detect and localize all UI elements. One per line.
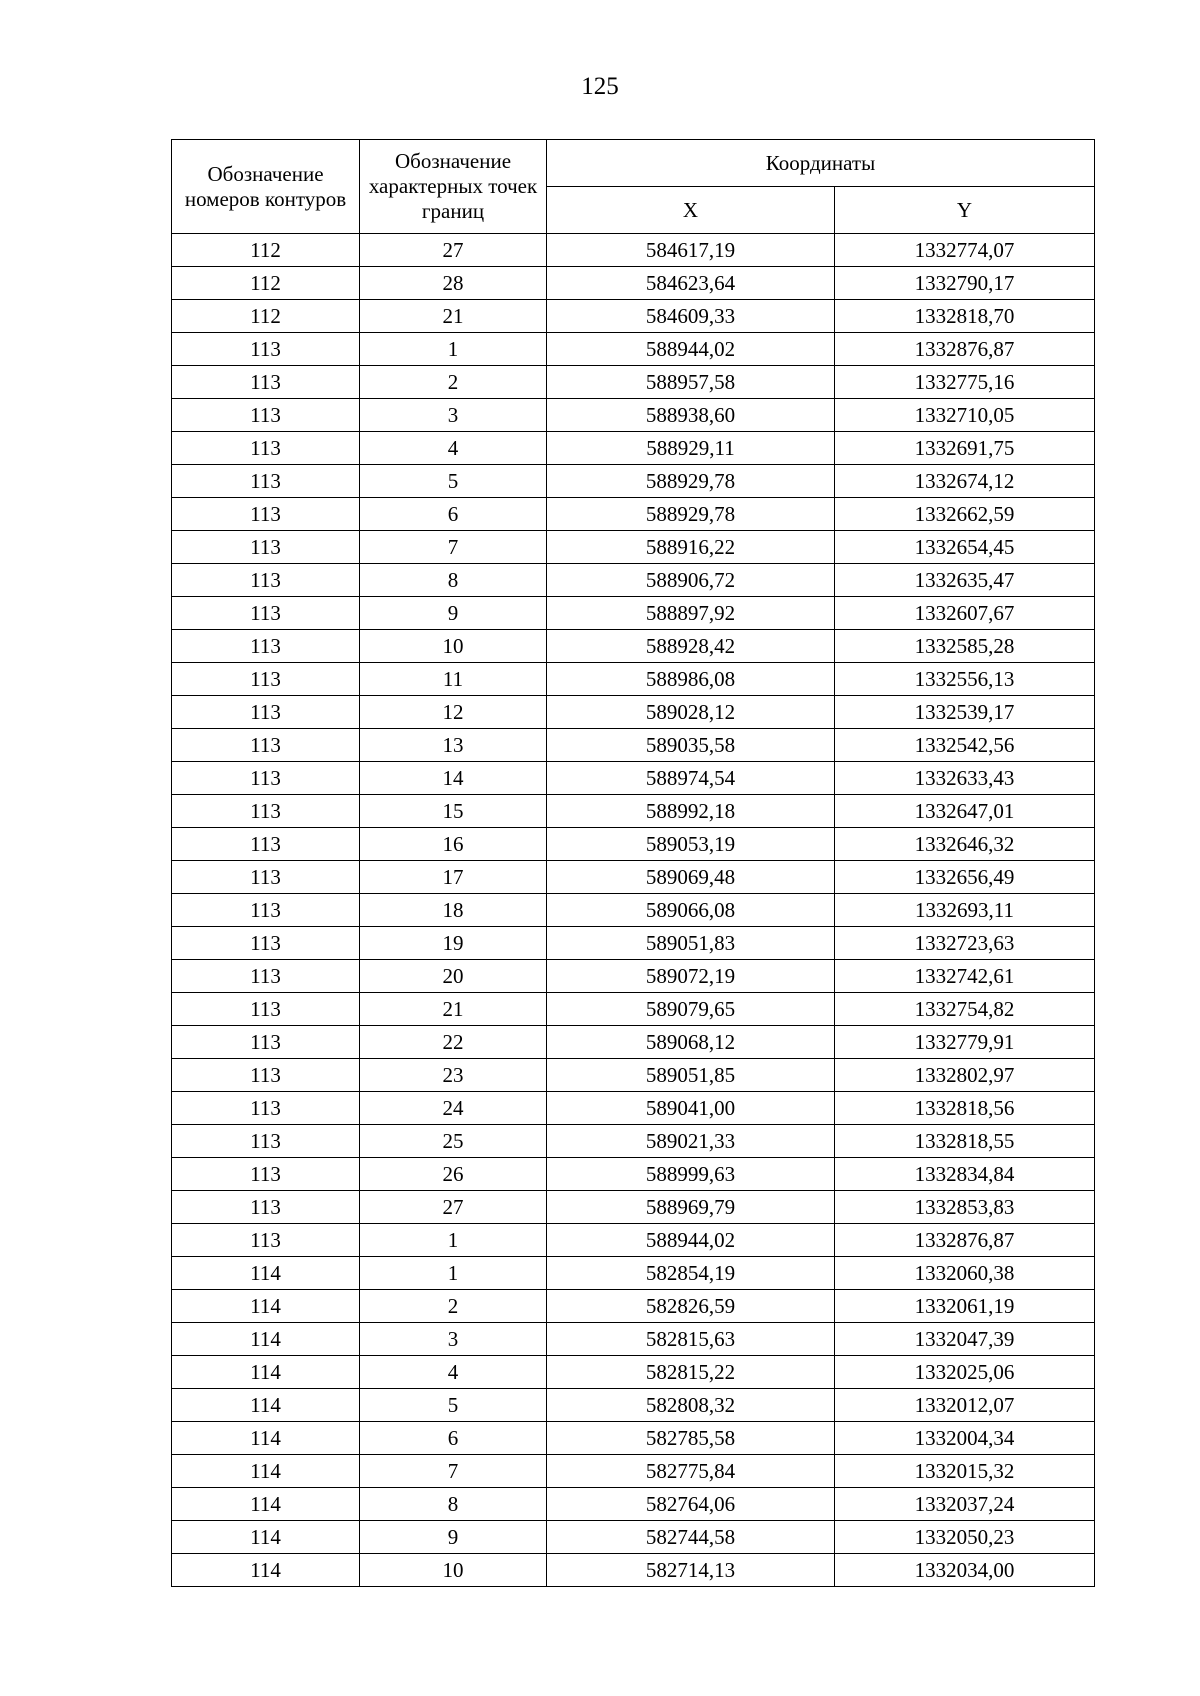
x-coordinate-cell: 589028,12 [547,696,835,729]
point-number-cell: 4 [360,432,547,465]
table-row [172,333,1095,366]
table-row [172,1422,1095,1455]
point-number-cell: 3 [360,399,547,432]
x-coordinate-cell: 582808,32 [547,1389,835,1422]
x-coordinate-cell: 582775,84 [547,1455,835,1488]
table-row [172,267,1095,300]
y-coordinate-cell: 1332025,06 [835,1356,1095,1389]
y-coordinate-cell: 1332834,84 [835,1158,1095,1191]
contour-number-cell: 114 [172,1455,360,1488]
x-coordinate-cell: 588999,63 [547,1158,835,1191]
contour-number-cell: 114 [172,1356,360,1389]
y-coordinate-cell: 1332012,07 [835,1389,1095,1422]
y-coordinate-cell: 1332779,91 [835,1026,1095,1059]
y-coordinate-cell: 1332585,28 [835,630,1095,663]
point-number-cell: 24 [360,1092,547,1125]
contour-number-cell: 113 [172,399,360,432]
point-number-cell: 18 [360,894,547,927]
point-number-cell: 16 [360,828,547,861]
contour-number-cell: 113 [172,927,360,960]
point-number-cell: 1 [360,333,547,366]
point-number-cell: 6 [360,498,547,531]
point-number-cell: 8 [360,1488,547,1521]
table-row [172,564,1095,597]
contour-number-cell: 113 [172,1092,360,1125]
y-coordinate-cell: 1332693,11 [835,894,1095,927]
header-coordinates: Координаты [547,140,1095,187]
point-number-cell: 4 [360,1356,547,1389]
y-coordinate-cell: 1332656,49 [835,861,1095,894]
table-row [172,762,1095,795]
contour-number-cell: 114 [172,1422,360,1455]
contour-number-cell: 113 [172,366,360,399]
y-coordinate-cell: 1332662,59 [835,498,1095,531]
point-number-cell: 9 [360,597,547,630]
contour-number-cell: 113 [172,1191,360,1224]
page-number: 125 [581,73,619,100]
x-coordinate-cell: 589051,83 [547,927,835,960]
x-coordinate-cell: 588944,02 [547,333,835,366]
table-row [172,399,1095,432]
y-coordinate-cell: 1332004,34 [835,1422,1095,1455]
contour-number-cell: 113 [172,597,360,630]
x-coordinate-cell: 588928,42 [547,630,835,663]
contour-number-cell: 113 [172,531,360,564]
y-coordinate-cell: 1332034,00 [835,1554,1095,1587]
contour-number-cell: 112 [172,267,360,300]
point-number-cell: 7 [360,531,547,564]
table-row [172,1290,1095,1323]
y-coordinate-cell: 1332061,19 [835,1290,1095,1323]
table-row [172,531,1095,564]
table-row [172,729,1095,762]
point-number-cell: 12 [360,696,547,729]
x-coordinate-cell: 582764,06 [547,1488,835,1521]
header-y: Y [835,187,1095,234]
point-number-cell: 28 [360,267,547,300]
x-coordinate-cell: 588916,22 [547,531,835,564]
header-contour-number: Обозначение номеров контуров [172,140,360,234]
y-coordinate-cell: 1332607,67 [835,597,1095,630]
contour-number-cell: 113 [172,1158,360,1191]
point-number-cell: 21 [360,993,547,1026]
point-number-cell: 5 [360,465,547,498]
point-number-cell: 9 [360,1521,547,1554]
y-coordinate-cell: 1332790,17 [835,267,1095,300]
table-row [172,1554,1095,1587]
y-coordinate-cell: 1332037,24 [835,1488,1095,1521]
y-coordinate-cell: 1332635,47 [835,564,1095,597]
y-coordinate-cell: 1332047,39 [835,1323,1095,1356]
contour-number-cell: 113 [172,630,360,663]
contour-number-cell: 112 [172,300,360,333]
x-coordinate-cell: 584623,64 [547,267,835,300]
y-coordinate-cell: 1332539,17 [835,696,1095,729]
x-coordinate-cell: 588957,58 [547,366,835,399]
point-number-cell: 23 [360,1059,547,1092]
point-number-cell: 1 [360,1224,547,1257]
contour-number-cell: 113 [172,828,360,861]
y-coordinate-cell: 1332853,83 [835,1191,1095,1224]
point-number-cell: 1 [360,1257,547,1290]
point-number-cell: 27 [360,1191,547,1224]
x-coordinate-cell: 584617,19 [547,234,835,267]
table-row [172,1257,1095,1290]
point-number-cell: 26 [360,1158,547,1191]
contour-number-cell: 113 [172,696,360,729]
x-coordinate-cell: 589069,48 [547,861,835,894]
table-row [172,1026,1095,1059]
table-row [172,1224,1095,1257]
point-number-cell: 7 [360,1455,547,1488]
x-coordinate-cell: 582744,58 [547,1521,835,1554]
x-coordinate-cell: 588944,02 [547,1224,835,1257]
table-row [172,1488,1095,1521]
x-coordinate-cell: 588929,78 [547,498,835,531]
point-number-cell: 22 [360,1026,547,1059]
x-coordinate-cell: 588897,92 [547,597,835,630]
point-number-cell: 13 [360,729,547,762]
x-coordinate-cell: 582785,58 [547,1422,835,1455]
contour-number-cell: 114 [172,1257,360,1290]
contour-number-cell: 113 [172,333,360,366]
y-coordinate-cell: 1332876,87 [835,333,1095,366]
contour-number-cell: 113 [172,498,360,531]
contour-number-cell: 114 [172,1323,360,1356]
x-coordinate-cell: 584609,33 [547,300,835,333]
table-row [172,1059,1095,1092]
table-row [172,993,1095,1026]
y-coordinate-cell: 1332050,23 [835,1521,1095,1554]
y-coordinate-cell: 1332556,13 [835,663,1095,696]
point-number-cell: 15 [360,795,547,828]
contour-number-cell: 113 [172,432,360,465]
x-coordinate-cell: 588974,54 [547,762,835,795]
y-coordinate-cell: 1332742,61 [835,960,1095,993]
table-row [172,894,1095,927]
contour-number-cell: 113 [172,960,360,993]
y-coordinate-cell: 1332674,12 [835,465,1095,498]
x-coordinate-cell: 589072,19 [547,960,835,993]
y-coordinate-cell: 1332542,56 [835,729,1095,762]
y-coordinate-cell: 1332774,07 [835,234,1095,267]
y-coordinate-cell: 1332015,32 [835,1455,1095,1488]
point-number-cell: 10 [360,1554,547,1587]
table-row [172,1191,1095,1224]
y-coordinate-cell: 1332691,75 [835,432,1095,465]
table-row [172,300,1095,333]
contour-number-cell: 113 [172,1059,360,1092]
table-row [172,498,1095,531]
y-coordinate-cell: 1332654,45 [835,531,1095,564]
y-coordinate-cell: 1332775,16 [835,366,1095,399]
x-coordinate-cell: 582815,63 [547,1323,835,1356]
x-coordinate-cell: 589051,85 [547,1059,835,1092]
coordinates-table [171,139,1095,1587]
x-coordinate-cell: 588938,60 [547,399,835,432]
contour-number-cell: 113 [172,795,360,828]
y-coordinate-cell: 1332876,87 [835,1224,1095,1257]
table-row [172,795,1095,828]
contour-number-cell: 113 [172,861,360,894]
table-row [172,465,1095,498]
contour-number-cell: 114 [172,1290,360,1323]
table-row [172,861,1095,894]
x-coordinate-cell: 588929,78 [547,465,835,498]
table-row [172,1158,1095,1191]
table-row [172,1125,1095,1158]
table-row [172,597,1095,630]
contour-number-cell: 113 [172,465,360,498]
table-row [172,1356,1095,1389]
contour-number-cell: 114 [172,1389,360,1422]
contour-number-cell: 113 [172,1125,360,1158]
table-row [172,1521,1095,1554]
point-number-cell: 27 [360,234,547,267]
table-row [172,1092,1095,1125]
point-number-cell: 17 [360,861,547,894]
table-row [172,696,1095,729]
y-coordinate-cell: 1332818,55 [835,1125,1095,1158]
y-coordinate-cell: 1332818,56 [835,1092,1095,1125]
contour-number-cell: 114 [172,1554,360,1587]
point-number-cell: 20 [360,960,547,993]
table-row [172,1389,1095,1422]
table-row [172,1323,1095,1356]
x-coordinate-cell: 589066,08 [547,894,835,927]
x-coordinate-cell: 588992,18 [547,795,835,828]
point-number-cell: 19 [360,927,547,960]
table-body [172,234,1095,1587]
y-coordinate-cell: 1332633,43 [835,762,1095,795]
point-number-cell: 3 [360,1323,547,1356]
x-coordinate-cell: 589041,00 [547,1092,835,1125]
y-coordinate-cell: 1332060,38 [835,1257,1095,1290]
point-number-cell: 2 [360,1290,547,1323]
point-number-cell: 14 [360,762,547,795]
point-number-cell: 2 [360,366,547,399]
y-coordinate-cell: 1332647,01 [835,795,1095,828]
table-row [172,663,1095,696]
table-row [172,960,1095,993]
contour-number-cell: 112 [172,234,360,267]
x-coordinate-cell: 589021,33 [547,1125,835,1158]
x-coordinate-cell: 589079,65 [547,993,835,1026]
table-row [172,234,1095,267]
x-coordinate-cell: 589035,58 [547,729,835,762]
point-number-cell: 10 [360,630,547,663]
header-boundary-point: Обозначение характерных точек границ [360,140,547,234]
x-coordinate-cell: 589068,12 [547,1026,835,1059]
contour-number-cell: 114 [172,1521,360,1554]
point-number-cell: 21 [360,300,547,333]
contour-number-cell: 114 [172,1488,360,1521]
y-coordinate-cell: 1332754,82 [835,993,1095,1026]
contour-number-cell: 113 [172,1224,360,1257]
table-row [172,1455,1095,1488]
point-number-cell: 8 [360,564,547,597]
x-coordinate-cell: 582826,59 [547,1290,835,1323]
table-row [172,366,1095,399]
y-coordinate-cell: 1332646,32 [835,828,1095,861]
table-row [172,927,1095,960]
x-coordinate-cell: 588906,72 [547,564,835,597]
point-number-cell: 6 [360,1422,547,1455]
contour-number-cell: 113 [172,729,360,762]
table-row [172,432,1095,465]
y-coordinate-cell: 1332818,70 [835,300,1095,333]
contour-number-cell: 113 [172,564,360,597]
header-x: X [547,187,835,234]
point-number-cell: 25 [360,1125,547,1158]
x-coordinate-cell: 588969,79 [547,1191,835,1224]
point-number-cell: 11 [360,663,547,696]
contour-number-cell: 113 [172,663,360,696]
x-coordinate-cell: 582854,19 [547,1257,835,1290]
x-coordinate-cell: 588929,11 [547,432,835,465]
x-coordinate-cell: 588986,08 [547,663,835,696]
table-row [172,630,1095,663]
y-coordinate-cell: 1332723,63 [835,927,1095,960]
x-coordinate-cell: 589053,19 [547,828,835,861]
y-coordinate-cell: 1332710,05 [835,399,1095,432]
point-number-cell: 5 [360,1389,547,1422]
contour-number-cell: 113 [172,894,360,927]
contour-number-cell: 113 [172,1026,360,1059]
x-coordinate-cell: 582714,13 [547,1554,835,1587]
y-coordinate-cell: 1332802,97 [835,1059,1095,1092]
contour-number-cell: 113 [172,762,360,795]
table-row [172,828,1095,861]
contour-number-cell: 113 [172,993,360,1026]
x-coordinate-cell: 582815,22 [547,1356,835,1389]
